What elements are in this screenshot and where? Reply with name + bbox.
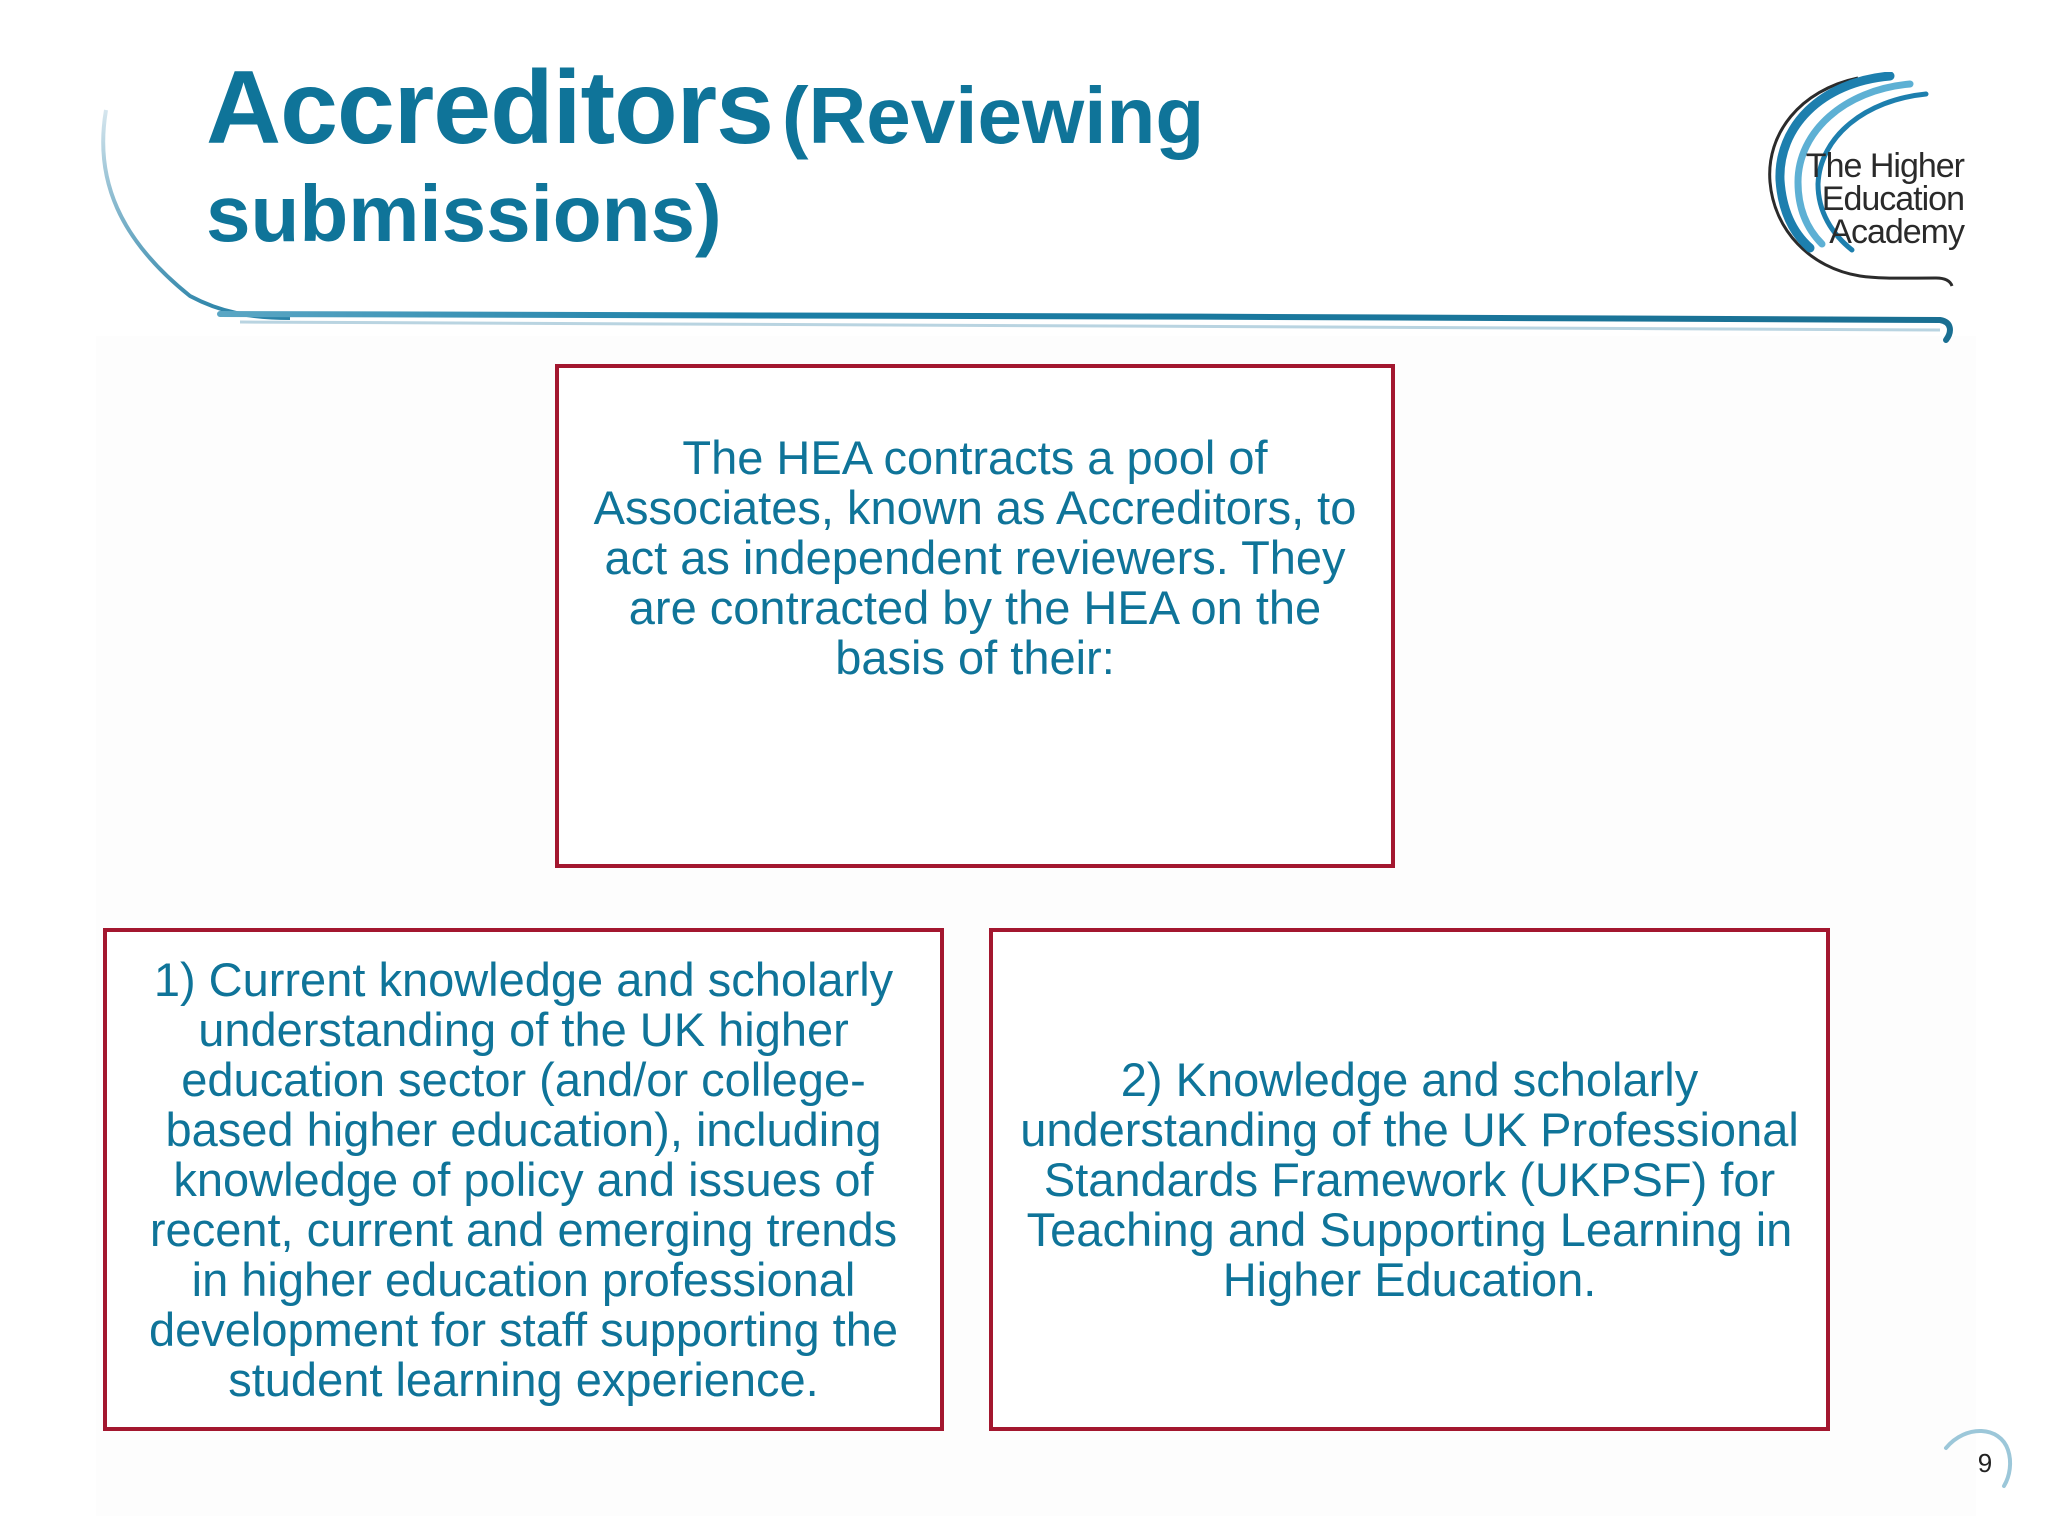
logo-line-2: Education	[1821, 180, 1964, 218]
intro-text: The HEA contracts a pool of Associates, known as Accreditors, to act as independent reviewers. They are contracted by the HEA on the basis of their:	[593, 431, 1357, 684]
title-sub: (Reviewing	[781, 71, 1205, 160]
criterion-1-box	[103, 928, 944, 1431]
intro-box	[555, 364, 1395, 868]
slide-title	[206, 50, 1686, 258]
logo-line-3: Academy	[1829, 213, 1964, 251]
logo-line-1: The Higher	[1805, 147, 1964, 185]
header-divider-shadow	[240, 322, 1940, 330]
logo-wordmark	[1804, 147, 1964, 251]
criterion-2-text: 2) Knowledge and scholarly understanding of the UK Professional Standards Framework (UKPSF) for Teaching and Supporting Learning in Higher Education.	[1020, 1052, 1799, 1306]
criterion-2-box	[989, 928, 1830, 1431]
title-line2: submissions)	[206, 169, 722, 258]
page-number: 9	[1977, 1448, 1993, 1478]
title-main: Accreditors	[206, 50, 773, 166]
criterion-1-text: 1) Current knowledge and scholarly understanding of the UK higher education sector (and/or college-based higher education), including knowledge of policy and issues of recent, current and emerging trends in higher education professional development for staff supporting the student learning experience.	[149, 952, 898, 1406]
